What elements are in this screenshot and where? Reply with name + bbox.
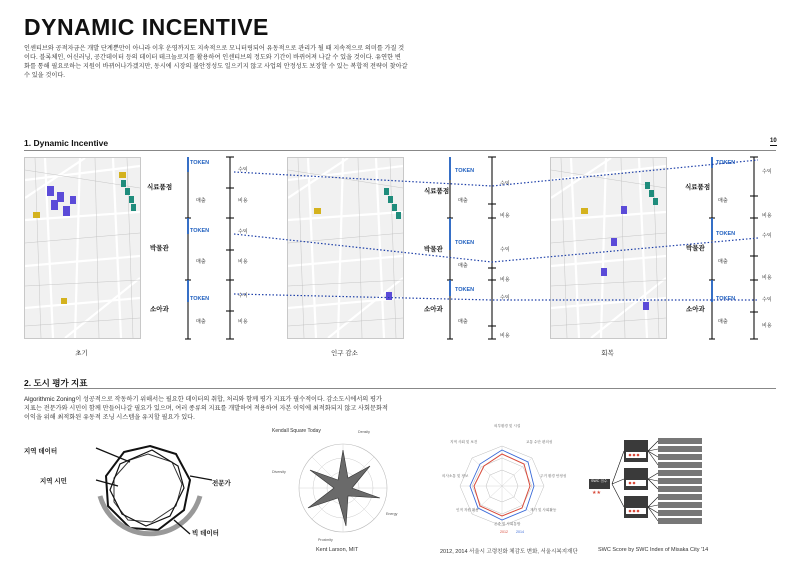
- bar-label-profit: 수익: [238, 229, 248, 235]
- kendall-spider-chart: [288, 436, 398, 540]
- octagon-label-experts: 전문가: [212, 480, 231, 487]
- category-label: 식료품점: [424, 188, 450, 195]
- bar-label-revenue: 매출: [196, 198, 206, 204]
- bar-label-revenue: 매출: [196, 319, 206, 325]
- category-label: 소아과: [150, 306, 169, 313]
- bar-label-profit: 수익: [762, 233, 772, 239]
- radar-axis-label: 재가 및 사회활동: [530, 508, 557, 512]
- token-label: TOKEN: [455, 240, 475, 246]
- intro-line-3: 화를 통해 필요로하는 지원이 바뀌어나가겠지만, 동시에 시장의 불안정성도 일으키지 않고 사업의 안정성도 보장할 수 있는 복합적 전략이 찾아갈: [24, 63, 408, 70]
- bar-label-cost: 비용: [500, 333, 510, 339]
- radar-axis-label: 인적 자원 활용: [456, 508, 479, 512]
- bar-label-profit: 수익: [238, 167, 248, 173]
- bar-label-cost: 비용: [238, 198, 248, 204]
- bar-label-cost: 비용: [762, 213, 772, 219]
- section-1-heading: 1. Dynamic Incentive: [24, 138, 109, 148]
- token-label: TOKEN: [190, 160, 210, 166]
- section-2-line-3: 이익을 위해 최적화된 유동적 조닝 시스템을 유지할 필요가 있다.: [24, 414, 195, 421]
- bar-label-revenue: 매출: [718, 259, 728, 265]
- bar-label-profit: 수익: [762, 169, 772, 175]
- token-label: TOKEN: [455, 168, 475, 174]
- category-label: 소아과: [686, 306, 705, 313]
- page-number: 10: [770, 138, 777, 144]
- token-label: TOKEN: [716, 231, 736, 237]
- bar-label-revenue: 매출: [458, 263, 468, 269]
- radar-axis-label: 지역 사회 및 보건: [450, 440, 478, 444]
- bar-label-revenue: 매출: [196, 259, 206, 265]
- octagon-label-citizens: 지역 시민: [40, 478, 67, 485]
- bar-label-profit: 수익: [500, 247, 510, 253]
- token-label: TOKEN: [190, 296, 210, 302]
- bar-label-profit: 수익: [500, 295, 510, 301]
- kendall-caption: Kent Larson, MIT: [316, 547, 359, 553]
- radar-axis-label: 의사소통 및 정보: [442, 474, 469, 478]
- bar-label-revenue: 매출: [458, 198, 468, 204]
- bar-label-profit: 수익: [500, 181, 510, 187]
- category-label: 식료품점: [685, 184, 711, 191]
- octagon-label-big-data: 빅 데이터: [192, 530, 219, 537]
- section-2-line-2: 지표는 전문가와 시민이 함께 만들어나갈 필요가 있으며, 여러 종류의 지표를 개발하여 적용하여 자본 이익에 최적화되지 않고 사회문화적: [24, 405, 388, 412]
- radar-legend-2014: 2014: [516, 530, 524, 534]
- kendall-axis-label: Diversity: [272, 470, 286, 474]
- bar-label-cost: 비용: [238, 259, 248, 265]
- bar-label-cost: 비용: [238, 319, 248, 325]
- radar-axis-label: 교통 수단 편의성: [526, 440, 553, 444]
- stage-caption: 초기: [75, 350, 88, 357]
- swc-legend-title: SWC 점수: [591, 479, 608, 483]
- bar-label-cost: 비용: [500, 213, 510, 219]
- category-label: 박물관: [424, 246, 443, 253]
- seoul-caption: 2012, 2014 서울시 고령친화 체감도 변화, 서울시복지재단: [440, 549, 578, 555]
- page-title: DYNAMIC INCENTIVE: [24, 14, 269, 40]
- category-label: 식료품점: [147, 184, 173, 191]
- radar-axis-label: 존중 및 사회통합: [494, 522, 521, 526]
- stage-caption: 인구 감소: [331, 350, 358, 357]
- bar-label-revenue: 매출: [458, 319, 468, 325]
- swc-caption: SWC Score by SWC Index of Misaka City '14: [598, 547, 709, 553]
- token-label: TOKEN: [190, 228, 210, 234]
- category-label: 소아과: [424, 306, 443, 313]
- intro-line-4: 수 있을 것이다.: [24, 72, 66, 79]
- intro-line-2: 이다. 블록체인, 어신러닝, 공간데이터 등의 데이터 테크놀로지를 활용하여 인센티브의 정도와 기간이 바뀌어져 나갈 수 있을 것이다. 유연한 변: [24, 54, 401, 61]
- evaluation-octagon-diagram: [90, 440, 220, 540]
- swc-legend-stars: ★★: [592, 490, 601, 496]
- bar-label-profit: 수익: [238, 293, 248, 299]
- swc-legend-box: [589, 479, 610, 489]
- radar-legend-2012: 2012: [500, 530, 508, 534]
- section-2-rule: [24, 388, 776, 389]
- bar-label-cost: 비용: [762, 323, 772, 329]
- section-2-line-1: Algorithmic Zoning이 성공적으로 작동하기 위해서는 필요한 데이터의 취합, 처리와 함께 평가 지표가 필수적이다. 감소도시에서의 평가: [24, 396, 382, 403]
- radar-axis-label: 주거 환경 안정성: [540, 474, 567, 478]
- kendall-title: Kendall Square Today: [272, 428, 321, 434]
- radar-axis-label: 외부환경 및 시설: [494, 424, 521, 428]
- category-label: 박물관: [150, 245, 169, 252]
- bar-label-revenue: 매출: [718, 198, 728, 204]
- bar-label-cost: 비용: [500, 277, 510, 283]
- bar-label-cost: 비용: [762, 275, 772, 281]
- bar-label-revenue: 매출: [718, 319, 728, 325]
- kendall-axis-label: Energy: [386, 512, 398, 516]
- section-2-heading: 2. 도시 평가 지표: [24, 378, 88, 388]
- token-label: TOKEN: [716, 160, 736, 166]
- token-label: TOKEN: [455, 287, 475, 293]
- kendall-axis-label: Density: [358, 430, 370, 434]
- category-label: 박물관: [686, 245, 705, 252]
- token-label: TOKEN: [716, 296, 736, 302]
- octagon-label-local-data: 지역 데이터: [24, 448, 58, 455]
- bar-label-profit: 수익: [762, 297, 772, 303]
- kendall-axis-label: Proximity: [318, 538, 333, 542]
- intro-line-1: 인센티브와 공적자금은 개발 단계뿐만이 아니라 이후 운영까지도 지속적으로 모니터링되어 유동적으로 관리가 될 때 지속적으로 의미를 가질 것: [24, 45, 405, 52]
- stage-caption: 회복: [601, 350, 614, 357]
